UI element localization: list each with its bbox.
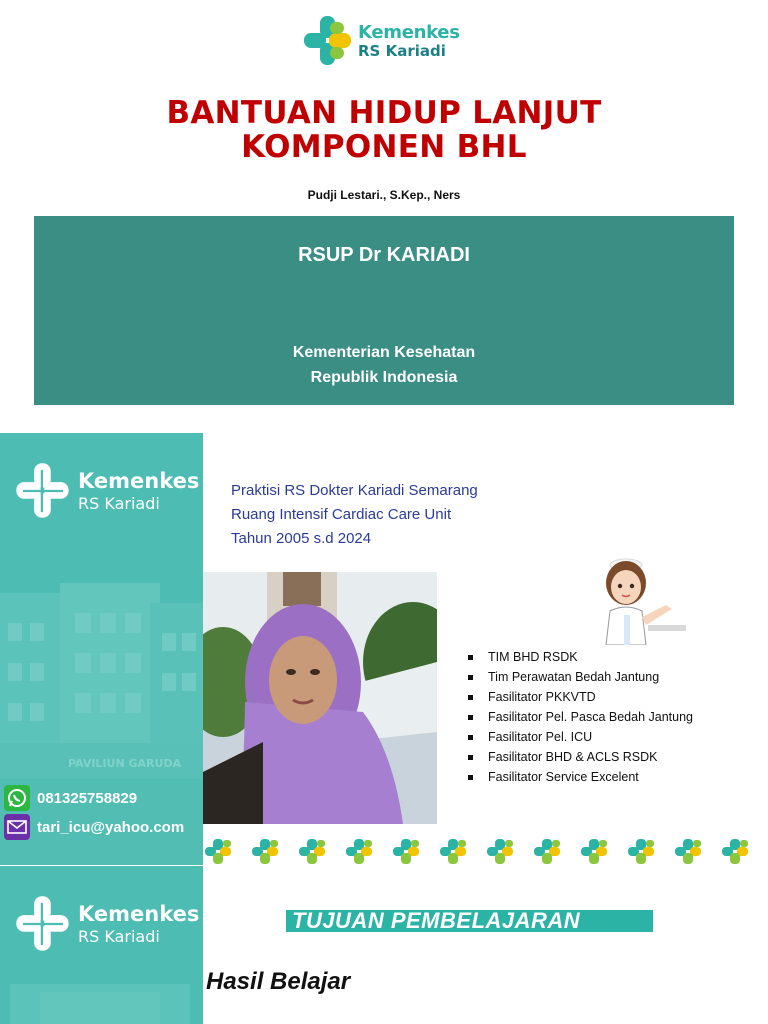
practice-line: Praktisi RS Dokter Kariadi Semarang [231,482,478,499]
role-item: Tim Perawatan Bedah Jantung [466,667,693,687]
slide-profile [0,433,768,865]
email-contact [4,814,184,840]
sidebar-logo-line1: Kemenkes [78,901,200,926]
speaker-photo [203,572,437,824]
slide-title [0,0,768,433]
role-item: Fasilitator Service Excelent [466,767,693,787]
ministry-line2: Republik Indonesia [310,369,458,386]
sidebar-logo-line2: RS Kariadi [78,493,160,513]
learning-outcome-heading: Hasil Belajar [206,968,351,995]
profile-sidebar [0,433,203,865]
institution-heading: RSUP Dr KARIADI [298,244,470,266]
slide-objectives [0,866,768,1024]
ministry-line1: Kementerian Kesehatan [292,344,476,361]
objectives-sidebar [0,866,203,1024]
practice-info [231,479,478,551]
email-address: tari_icu@yahoo.com [37,818,185,836]
title-line2: KOMPONEN BHL [241,129,527,165]
practice-line: Ruang Intensif Cardiac Care Unit [231,506,452,523]
slide-title-heading [0,96,768,164]
sidebar-logo [14,894,199,954]
role-item: Fasilitator Pel. ICU [466,727,693,747]
building-sign: PAVILIUN GARUDA [68,757,182,770]
logo-line2: RS Kariadi [358,41,446,60]
nurse-illustration [596,553,690,645]
role-item: Fasilitator PKKVTD [466,687,693,707]
role-item: Fasilitator BHD & ACLS RSDK [466,747,693,767]
kemenkes-logo-icon [14,894,72,954]
decorative-border [203,836,768,866]
author-name: Pudji Lestari., S.Kep., Ners [307,188,461,202]
kemenkes-logo-icon [302,14,354,68]
whatsapp-icon [4,785,30,811]
sidebar-logo [14,461,199,521]
institution-box [34,216,734,405]
ministry-text [34,340,734,390]
phone-number: 081325758829 [37,789,138,807]
kemenkes-logo-icon [14,461,72,521]
objectives-heading: TUJUAN PEMBELAJARAN [286,910,653,932]
role-item: TIM BHD RSDK [466,647,693,667]
title-line1: BANTUAN HIDUP LANJUT [166,95,602,131]
roles-list [466,647,693,787]
practice-line: Tahun 2005 s.d 2024 [231,530,372,547]
yahoo-mail-icon [4,814,30,840]
sidebar-logo-line2: RS Kariadi [78,926,160,946]
kemenkes-logo [302,14,460,68]
role-item: Fasilitator Pel. Pasca Bedah Jantung [466,707,693,727]
sidebar-logo-line1: Kemenkes [78,468,200,493]
logo-line1: Kemenkes [358,21,460,43]
phone-contact [4,785,137,811]
